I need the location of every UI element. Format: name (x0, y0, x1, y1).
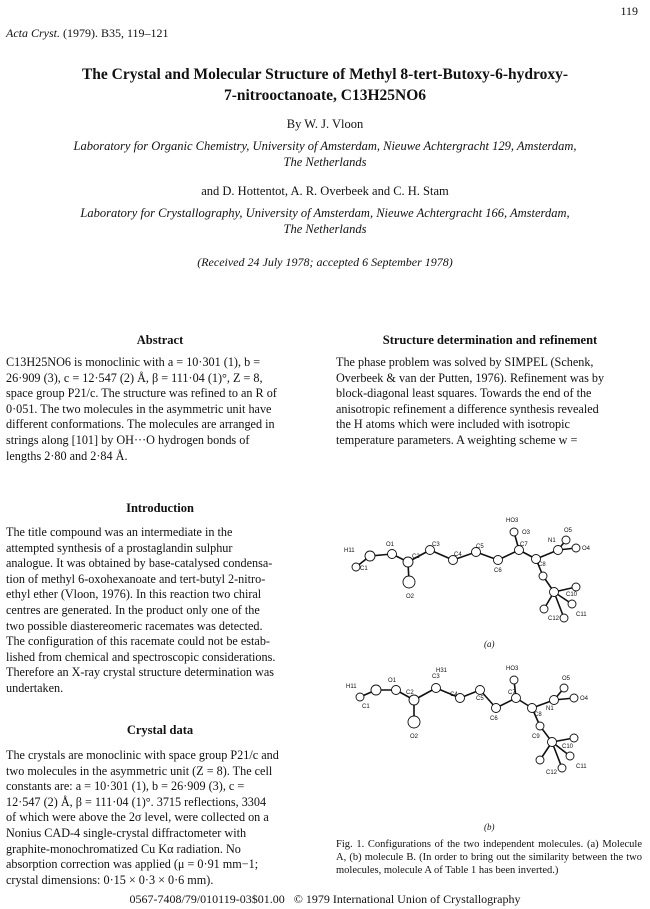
affiliation-2-line-2: The Netherlands (283, 222, 367, 236)
atom-label-c12: C12 (548, 616, 560, 622)
text-line: 26·909 (3), c = 12·547 (2) Å, β = 111·04 (1)°, Z = 8, (6, 370, 263, 385)
text-line: Nonius CAD-4 single-crystal diffractometer with (6, 825, 247, 840)
crystal-data-heading: Crystal data (126, 723, 194, 737)
atom-label-c1-b: C1 (362, 704, 370, 710)
journal-volume-pages: (1979). B35, 119–121 (63, 26, 169, 40)
text-line: graphite-monochromatized Cu Kα radiation. No (6, 841, 241, 856)
text-line: space group P21/c. The structure was refined to an R of (6, 386, 277, 401)
atom-label-c6-b: C6 (490, 716, 498, 722)
text-line: centres are generated. In the product only one of the (6, 602, 260, 617)
text-line: ethyl ether (Vloon, 1976). In this reaction two chiral (6, 587, 262, 602)
abstract-body (6, 355, 314, 464)
text-line: lengths 2·80 and 2·84 Å. (6, 448, 128, 463)
footer-code: 0567-7408/79/010119-03$01.00 (129, 892, 285, 906)
text-line: the H atoms which were included with isotropic (336, 417, 570, 432)
atom-label-c10: C10 (566, 592, 578, 598)
affiliation-2 (20, 205, 630, 237)
atom-label-c7-b: C7 (508, 690, 516, 696)
figure-caption: Fig. 1. Configurations of the two independent molecules. (a) Molecule A, (b) molecule B. (In order to bring out the similarity between the two molecules, molecule A of Table 1 has been inverted.) (336, 839, 642, 876)
text-line: The crystals are monoclinic with space group P21/c and (6, 748, 279, 762)
atom-label-ho3-b: HO3 (506, 666, 519, 672)
molecule-a (344, 518, 591, 622)
atom-label-o3: O3 (522, 530, 531, 536)
text-line: of which were above the 2σ level, were collected on a (6, 810, 269, 825)
atom-label-c9-b: C9 (532, 734, 540, 740)
atom-label-c4-b: C4 (450, 692, 458, 698)
abstract-heading: Abstract (136, 333, 184, 347)
figure-label-a: (a) (484, 639, 495, 649)
atom-label-c12-b: C12 (546, 770, 558, 776)
text-line: absorption correction was applied (μ = 0·91 mm−1; (6, 857, 259, 872)
atom-label-c4: C4 (454, 552, 462, 558)
text-line: analogue. It was obtained by base-catalysed condensa- (6, 556, 273, 571)
text-line: C13H25NO6 is monoclinic with a = 10·301 (1), b = (6, 355, 261, 369)
text-line: anisotropic refinement a difference synthesis revealed (336, 401, 599, 416)
figure-label-b: (b) (484, 822, 495, 832)
atom-label-o5-b: O5 (562, 676, 571, 682)
crystal-data-body (6, 748, 314, 888)
atom-label-o1-b: O1 (388, 678, 397, 684)
atom-label-c1: C1 (360, 566, 368, 572)
text-line: The configuration of this racemate could not be estab- (6, 634, 270, 649)
text-line: The phase problem was solved by SIMPEL (Schenk, (336, 355, 594, 369)
text-line: lished from chemical and spectroscopic considerations. (6, 649, 276, 664)
affiliation-1 (20, 138, 630, 170)
text-line: constants are: a = 10·301 (1), b = 26·909 (3), c = (6, 779, 245, 794)
article-title (40, 64, 610, 106)
atom-label-o5: O5 (564, 528, 573, 534)
affiliation-1-line-1: Laboratory for Organic Chemistry, University of Amsterdam, Nieuwe Achtergracht 129, Amsterdam, (73, 139, 577, 153)
atom-label-c2: C2 (412, 554, 420, 560)
introduction-body (6, 525, 314, 697)
text-line: 0·051. The two molecules in the asymmetric unit have (6, 401, 272, 416)
atom-label-c6: C6 (494, 568, 502, 574)
text-line: attempted synthesis of a prostaglandin sulphur (6, 540, 233, 555)
text-line: crystal dimensions: 0·15 × 0·3 × 0·6 mm). (6, 872, 214, 887)
atom-label-ho3: HO3 (506, 518, 519, 524)
atom-label-o1: O1 (386, 542, 395, 548)
page-number: 119 (620, 4, 638, 18)
atom-label-c5-b: C5 (476, 696, 484, 702)
atom-label-c8: C8 (538, 562, 546, 568)
atom-label-n1: N1 (548, 538, 556, 544)
atom-label-c3: C3 (432, 542, 440, 548)
atom-label-o4: O4 (582, 546, 591, 552)
text-line: undertaken. (6, 680, 64, 695)
text-line: tion of methyl 6-oxohexanoate and tert-butyl 2-nitro- (6, 571, 266, 586)
journal-name: Acta Cryst. (6, 26, 60, 40)
molecule-b (346, 666, 589, 776)
byline-2: and D. Hottentot, A. R. Overbeek and C. H. Stam (201, 184, 449, 198)
byline-1: By W. J. Vloon (286, 117, 364, 131)
text-line: strings along [101] by OH···O hydrogen bonds of (6, 432, 250, 447)
text-line: different conformations. The molecules are arranged in (6, 417, 275, 432)
atom-label-c7: C7 (520, 542, 528, 548)
atom-label-h31-b: H31 (436, 668, 448, 674)
text-line: 12·547 (2) Å, β = 111·04 (1)°. 3715 reflections, 3304 (6, 794, 267, 809)
title-line-2: 7-nitrooctanoate, C13H25NO6 (223, 87, 427, 104)
atom-label-o4-b: O4 (580, 696, 589, 702)
molecule-figure (336, 512, 642, 832)
atom-label-n1-b: N1 (546, 706, 554, 712)
atom-label-h11-b: H11 (346, 684, 357, 690)
atom-label-c10-b: C10 (562, 744, 574, 750)
atom-label-h11: H11 (344, 548, 355, 554)
page-footer (0, 892, 650, 907)
atom-label-c5: C5 (476, 544, 484, 550)
atom-label-c8-b: C8 (534, 712, 542, 718)
atom-label-o2: O2 (406, 594, 415, 600)
atom-label-c2-b: C2 (406, 690, 414, 696)
atom-label-o2-b: O2 (410, 734, 419, 740)
received-dates: (Received 24 July 1978; accepted 6 September 1978) (197, 255, 453, 269)
text-line: block-diagonal least squares. Towards the end of the (336, 386, 592, 401)
title-line-1: The Crystal and Molecular Structure of Methyl 8-tert-Butoxy-6-hydroxy- (81, 66, 569, 83)
molecule-drawings (336, 512, 642, 832)
journal-reference (6, 26, 169, 41)
atom-label-c11-b: C11 (576, 764, 587, 770)
text-line: temperature parameters. A weighting scheme w = (336, 432, 578, 447)
text-line: Therefore an X-ray crystal structure determination was (6, 665, 275, 680)
structure-body (336, 355, 644, 449)
atom-label-c3-b: C3 (432, 674, 440, 680)
text-line: two possible diastereomeric racemates was detected. (6, 618, 263, 633)
affiliation-2-line-1: Laboratory for Crystallography, University of Amsterdam, Nieuwe Achtergracht 166, Amsterdam, (80, 206, 570, 220)
structure-heading: Structure determination and refinement (382, 333, 598, 347)
text-line: Overbeek & van der Putten, 1976). Refinement was by (336, 370, 605, 385)
text-line: two molecules in the asymmetric unit (Z = 8). The cell (6, 763, 273, 778)
affiliation-1-line-2: The Netherlands (283, 155, 367, 169)
atom-label-c11: C11 (576, 612, 587, 618)
footer-copyright: © 1979 International Union of Crystallography (293, 892, 521, 906)
text-line: The title compound was an intermediate in the (6, 525, 233, 539)
introduction-heading: Introduction (126, 501, 194, 515)
